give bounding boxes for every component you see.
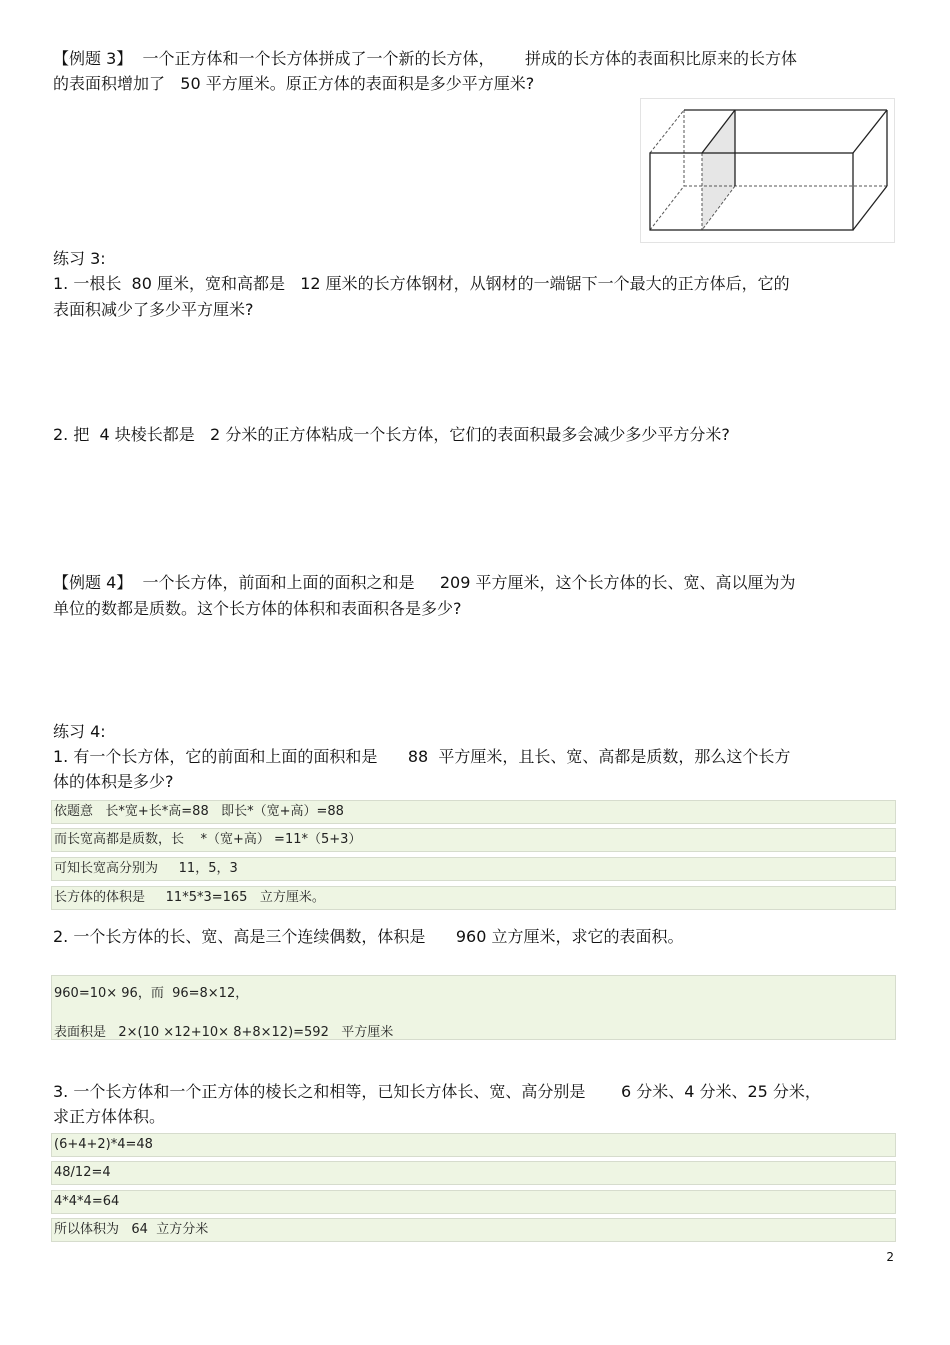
answer-line: 可知长宽高分别为 11，5，3	[51, 857, 896, 881]
practice3-q2: 2. 把 4 块棱长都是 2 分米的正方体粘成一个长方体，它们的表面积最多会减少多少平方分米?	[53, 425, 730, 444]
practice4-heading: 练习 4:	[53, 722, 106, 741]
example4-line1: 【例题 4】 一个长方体，前面和上面的面积之和是 209 平方厘米，这个长方体的长、宽、高以厘为为	[53, 573, 796, 592]
practice4-q1-line1: 1. 有一个长方体，它的前面和上面的面积和是 88 平方厘米，且长、宽、高都是质数，那么这个长方	[53, 747, 791, 766]
answer-line: 4*4*4=64	[51, 1190, 896, 1214]
practice3-q1-line2: 表面积减少了多少平方厘米?	[53, 300, 254, 319]
answer-line: 依题意 长*宽+长*高=88 即长*（宽+高）=88	[51, 800, 896, 824]
answer-line: 48/12=4	[51, 1161, 896, 1185]
practice4-q2: 2. 一个长方体的长、宽、高是三个连续偶数，体积是 960 立方厘米，求它的表面积。	[53, 927, 684, 946]
practice3-q1-line1: 1. 一根长 80 厘米，宽和高都是 12 厘米的长方体钢材，从钢材的一端锯下一个最大的正方体后，它的	[53, 274, 790, 293]
page-number: 2	[886, 1250, 894, 1264]
cuboid-diagram	[640, 98, 895, 243]
answer-line: 960=10× 96，而 96=8×12，	[54, 986, 249, 1001]
example3-line1: 【例题 3】 一个正方体和一个长方体拼成了一个新的长方体， 拼成的长方体的表面积比原来的长方体	[53, 49, 797, 68]
answer-line: 而长宽高都是质数，长 *（宽+高） =11*（5+3）	[51, 828, 896, 852]
answer-line: (6+4+2)*4=48	[51, 1133, 896, 1157]
practice3-heading: 练习 3:	[53, 249, 106, 268]
practice4-q3-line1: 3. 一个长方体和一个正方体的棱长之和相等，已知长方体长、宽、高分别是 6 分米、4 分米、25 分米，	[53, 1082, 821, 1101]
answer-line: 所以体积为 64 立方分米	[51, 1218, 896, 1242]
practice4-q3-line2: 求正方体体积。	[53, 1107, 166, 1126]
practice4-q1-line2: 体的体积是多少?	[53, 772, 174, 791]
answer-line: 表面积是 2×(10 ×12+10× 8+8×12)=592 平方厘米	[54, 1025, 394, 1040]
example3-line2: 的表面积增加了 50 平方厘米。原正方体的表面积是多少平方厘米?	[53, 74, 535, 93]
example4-line2: 单位的数都是质数。这个长方体的体积和表面积各是多少?	[53, 599, 462, 618]
answer-block	[51, 975, 896, 1040]
answer-line: 长方体的体积是 11*5*3=165 立方厘米。	[51, 886, 896, 910]
